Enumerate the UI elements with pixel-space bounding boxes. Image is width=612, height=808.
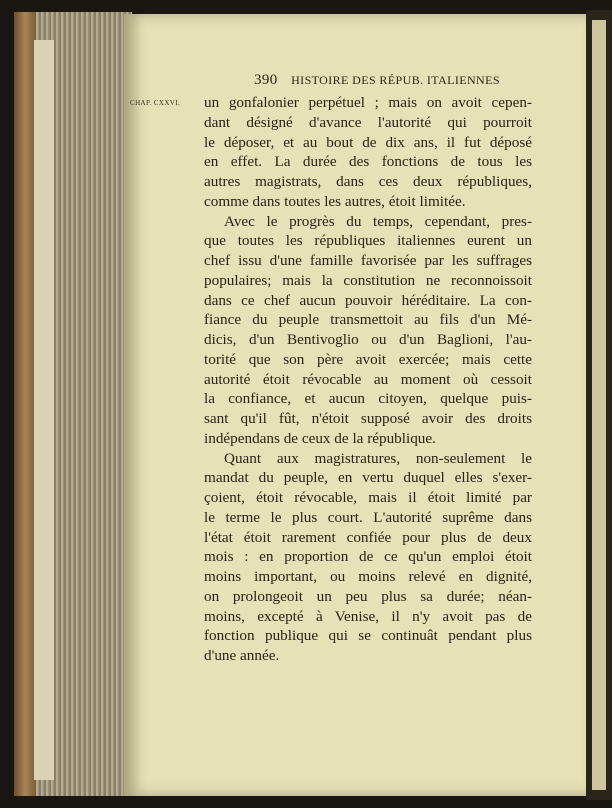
chapter-margin-note: CHAP. CXXVI. bbox=[130, 99, 181, 107]
page-number: 390 bbox=[254, 72, 278, 88]
text-line: autres magistrats, dans ces deux républiques, bbox=[204, 173, 532, 190]
text-line: le déposer, et au bout de dix ans, il fut déposé bbox=[204, 133, 532, 151]
text-line: fonction publique qui se continuât pendant plus bbox=[204, 627, 532, 645]
text-line: dicis, d'un Bentivoglio ou d'un Baglioni, l'au- bbox=[204, 331, 532, 348]
text-line: mois : en proportion de ce qu'un emploi étoit bbox=[204, 548, 532, 566]
text-line: dant désigné d'avance l'autorité qui pourroit bbox=[204, 113, 532, 131]
text-line: comme dans toutes les autres, étoit limitée. bbox=[204, 192, 466, 210]
text-line: çoient, étoit révocable, mais il étoit limité par bbox=[204, 489, 532, 506]
text-line: autorité étoit révocable au moment où cessoit bbox=[204, 370, 532, 388]
text-line: en effet. La durée des fonctions de tous les bbox=[204, 153, 532, 171]
text-line: on prolongeoit un peu plus sa durée; néan- bbox=[204, 587, 532, 605]
text-line: populaires; mais la constitution ne reconnoissoit bbox=[204, 271, 532, 289]
text-line: le terme le plus court. L'autorité suprême dans bbox=[204, 508, 532, 526]
text-line: torité que son père avoit exercée; mais cette bbox=[204, 350, 532, 368]
text-line: moins important, ou moins relevé en dignité, bbox=[204, 568, 532, 585]
running-header bbox=[254, 72, 500, 88]
right-page-edge bbox=[586, 10, 612, 800]
text-line: indépendans de ceux de la république. bbox=[204, 429, 436, 447]
text-line: mandat du peuple, en vertu duquel elles s'exer- bbox=[204, 469, 532, 487]
book-cover-edge bbox=[14, 12, 36, 796]
body-text bbox=[204, 93, 532, 666]
text-line: chef issu d'une famille favorisée par les suffrages bbox=[204, 252, 532, 269]
text-line: Avec le progrès du temps, cependant, pres- bbox=[224, 212, 532, 230]
running-title: HISTOIRE DES RÉPUB. ITALIENNES bbox=[291, 73, 500, 87]
text-line: moins, excepté à Venise, il n'y avoit pas de bbox=[204, 607, 532, 625]
text-line: d'une année. bbox=[204, 647, 280, 664]
text-line: que toutes les républiques italiennes eurent un bbox=[204, 232, 532, 250]
flyleaf-edge bbox=[34, 40, 54, 780]
text-line: sant qu'il fût, n'étoit supposé avoir des droits bbox=[204, 410, 532, 427]
text-line: dans ce chef aucun pouvoir héréditaire. La con- bbox=[204, 291, 532, 309]
text-line: fiance du peuple transmettoit au fils d'un Mé- bbox=[204, 311, 532, 329]
text-line: Quant aux magistratures, non-seulement le bbox=[224, 449, 532, 467]
text-line: la confiance, et aucun citoyen, quelque puis- bbox=[204, 390, 532, 408]
text-line: un gonfalonier perpétuel ; mais on avoit cepen- bbox=[204, 94, 532, 111]
text-line: l'état étoit rarement confiée pour plus de deux bbox=[204, 528, 532, 546]
